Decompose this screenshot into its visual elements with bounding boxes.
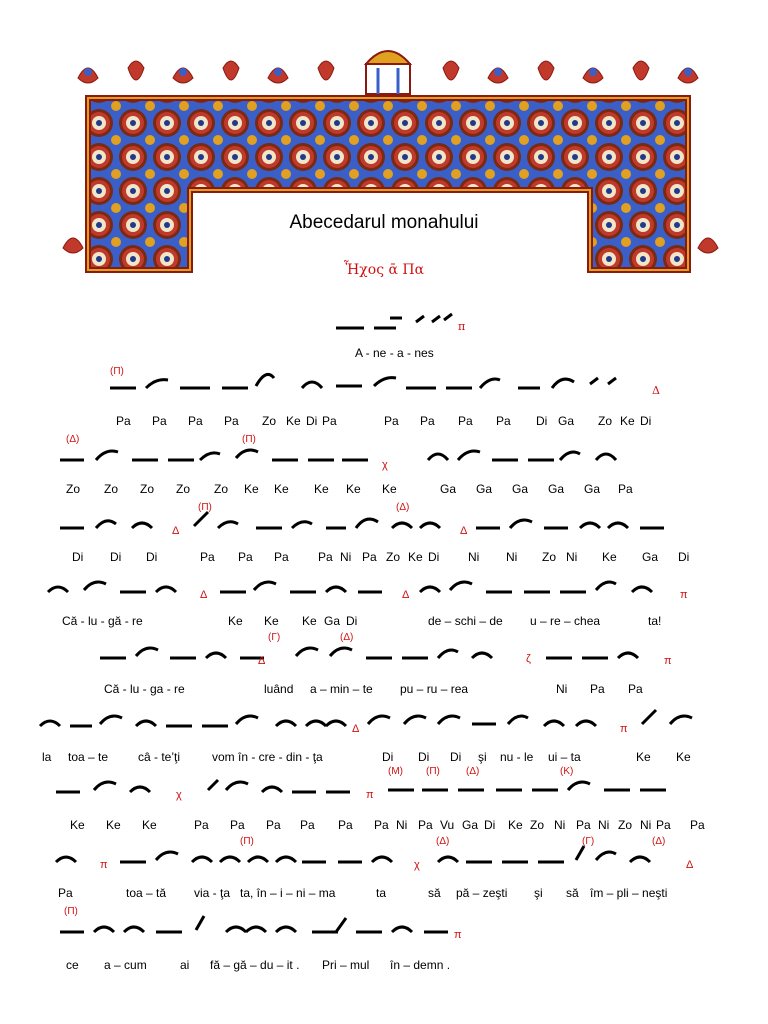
syllable: Ni [468, 550, 480, 564]
syllable: Di [428, 550, 440, 564]
syllable: Ga [512, 482, 529, 496]
svg-text:χ: χ [176, 789, 182, 801]
svg-text:π: π [366, 789, 374, 801]
syllable: Ni [556, 682, 568, 696]
syllable: Zo [262, 414, 277, 428]
svg-text:π: π [680, 589, 688, 601]
syllable: Pa [188, 414, 203, 428]
syllable: a – min – te [310, 682, 373, 696]
syllable: Că - lu - ga - re [104, 682, 185, 696]
syllable: Ga [584, 482, 601, 496]
syllable: Ke [508, 818, 523, 832]
syllable: Ni [396, 818, 408, 832]
chant-title: Abecedarul monahului [289, 212, 479, 233]
syllable: Pa [152, 414, 167, 428]
syllable: Pa [116, 414, 131, 428]
svg-text:ζ: ζ [526, 653, 531, 665]
syllable: Di [484, 818, 496, 832]
neume-row-8 [40, 768, 740, 808]
syllable: Pa [690, 818, 705, 832]
syllable: Ke [106, 818, 121, 832]
syllable: Pa [496, 414, 511, 428]
syllable: Pa [628, 682, 643, 696]
svg-text:Δ: Δ [402, 589, 410, 601]
syllable: u – re – chea [530, 614, 601, 628]
svg-text:χ: χ [414, 859, 420, 871]
svg-text:Δ: Δ [686, 859, 694, 871]
svg-text:(Κ): (Κ) [560, 766, 574, 777]
syllable: Că - lu - gă - re [62, 614, 143, 628]
svg-text:(Π): (Π) [426, 766, 440, 777]
syllable: Ke [228, 614, 243, 628]
syllable: Ga [476, 482, 493, 496]
syllable: Pa [318, 550, 333, 564]
syllable: Di [418, 750, 430, 764]
syllable: Ni [566, 550, 578, 564]
syllable: Ni [506, 550, 518, 564]
syllable: Pa [420, 414, 435, 428]
syllable: Ke [676, 750, 691, 764]
syllable: Ni [598, 818, 610, 832]
syllable: Ke [314, 482, 329, 496]
syllable: Ke [264, 614, 279, 628]
syllable: Zo [214, 482, 229, 496]
syllable: Ke [142, 818, 157, 832]
syllable: Pa [58, 886, 73, 900]
syllable: Ke [274, 482, 289, 496]
svg-text:(Π): (Π) [242, 434, 256, 445]
syllable: Pa [590, 682, 605, 696]
syllable: Zo [104, 482, 119, 496]
syllable: câ - te’ţi [138, 750, 181, 764]
syllable: de – schi – de [428, 614, 503, 628]
svg-text:(Δ): (Δ) [436, 836, 450, 847]
syllable: a – cum [104, 958, 147, 972]
syllable: la [42, 750, 52, 764]
svg-text:Δ: Δ [172, 525, 180, 537]
syllable: ce [66, 958, 79, 972]
syllable: Pa [418, 818, 433, 832]
syllable: Pa [194, 818, 209, 832]
svg-text:(Π): (Π) [198, 502, 212, 513]
syllable: Di [678, 550, 690, 564]
syllable: ta [376, 886, 387, 900]
syllable: Zo [386, 550, 401, 564]
syllable: Ke [346, 482, 361, 496]
syllable: Pa [322, 414, 337, 428]
syllable: în – demn . [390, 958, 451, 972]
svg-text:Δ: Δ [652, 384, 660, 397]
syllable: Ga [440, 482, 457, 496]
neume-row-3 [40, 436, 740, 476]
svg-text:(Π): (Π) [240, 836, 254, 847]
syllable: A - ne - a - nes [355, 346, 434, 360]
svg-text:(Γ): (Γ) [268, 632, 281, 643]
syllable: Ke [382, 482, 397, 496]
syllable: Ga [324, 614, 341, 628]
svg-text:π: π [664, 655, 672, 667]
syllable: Di [450, 750, 462, 764]
syllable: ai [180, 958, 190, 972]
syllable: Pa [384, 414, 399, 428]
svg-text:π: π [458, 320, 466, 333]
svg-text:π: π [620, 723, 628, 735]
syllable: Pa [300, 818, 315, 832]
syllable: Pa [274, 550, 289, 564]
syllable: Vu [440, 818, 455, 832]
svg-text:(Δ): (Δ) [66, 434, 80, 445]
syllable: luând [264, 682, 294, 696]
syllable: Di [72, 550, 84, 564]
neume-row-2 [40, 364, 740, 404]
syllable: Pa [576, 818, 591, 832]
svg-text:π: π [100, 859, 108, 871]
syllable: Zo [618, 818, 633, 832]
syllable: Ke [620, 414, 635, 428]
svg-text:(Π): (Π) [110, 366, 124, 377]
syllable: Ga [548, 482, 565, 496]
mode-martyria: Ἦχος ᾱ Πα [343, 262, 425, 278]
neume-row-4 [40, 504, 740, 544]
syllable: şi [534, 886, 543, 900]
syllable: Pri – mul [322, 958, 370, 972]
syllable: Zo [598, 414, 613, 428]
syllable: să [428, 886, 441, 900]
syllable: Ke [286, 414, 301, 428]
svg-text:(Δ): (Δ) [396, 502, 410, 513]
svg-text:(Π): (Π) [64, 906, 78, 917]
svg-text:(Δ): (Δ) [340, 632, 354, 643]
syllable: Di [146, 550, 158, 564]
syllable: Di [382, 750, 394, 764]
syllable: fă – gă – du – it . [210, 958, 300, 972]
syllable: Ke [302, 614, 317, 628]
syllable: Ke [602, 550, 617, 564]
syllable: îm – pli – neşti [590, 886, 668, 900]
syllable: Ke [70, 818, 85, 832]
neume-row-9 [40, 838, 740, 878]
syllable: Pa [238, 550, 253, 564]
svg-text:(Γ): (Γ) [582, 836, 595, 847]
syllable: toa – tă [126, 886, 167, 900]
syllable: Di [110, 550, 122, 564]
syllable: Pa [618, 482, 633, 496]
syllable: Pa [338, 818, 353, 832]
syllable: Pa [224, 414, 239, 428]
syllable: pu – ru – rea [400, 682, 469, 696]
syllable: Pa [362, 550, 377, 564]
syllable: ui – ta [548, 750, 581, 764]
syllable: Ke [244, 482, 259, 496]
syllable: Zo [530, 818, 545, 832]
syllable: şi [478, 750, 487, 764]
syllable: Ni [340, 550, 352, 564]
syllable: via - ţa [194, 886, 231, 900]
svg-text:Δ: Δ [200, 589, 208, 601]
syllable: Di [306, 414, 318, 428]
syllable: Ga [642, 550, 659, 564]
svg-text:(Δ): (Δ) [466, 766, 480, 777]
syllable: Pa [374, 818, 389, 832]
syllable: Ni [640, 818, 652, 832]
neume-row-10 [40, 908, 740, 948]
svg-text:(Μ): (Μ) [388, 766, 403, 777]
svg-text:Δ: Δ [460, 525, 468, 537]
svg-text:Δ: Δ [352, 723, 360, 735]
ornamental-headpiece [48, 38, 728, 278]
neume-row-5 [40, 568, 740, 608]
neume-row-7 [40, 702, 740, 742]
neume-row-1 [40, 300, 740, 340]
svg-text:(Δ): (Δ) [652, 836, 666, 847]
neume-row-6 [40, 634, 740, 674]
syllable: Pa [458, 414, 473, 428]
syllable: Ke [636, 750, 651, 764]
syllable: Ga [558, 414, 575, 428]
syllable: Pa [200, 550, 215, 564]
syllable: Zo [542, 550, 557, 564]
syllable: toa – te [68, 750, 109, 764]
syllable: să [566, 886, 579, 900]
syllable: Ga [462, 818, 479, 832]
svg-text:π: π [454, 929, 462, 941]
syllable: Pa [656, 818, 671, 832]
syllable: Ni [554, 818, 566, 832]
syllable: Ke [408, 550, 423, 564]
syllable: Di [640, 414, 652, 428]
syllable: Di [536, 414, 548, 428]
syllable: nu - le [500, 750, 534, 764]
syllable: pă – zeşti [456, 886, 508, 900]
svg-text:Δ: Δ [258, 655, 266, 667]
syllable: Pa [266, 818, 281, 832]
syllable: ta, în – i – ni – ma [240, 886, 336, 900]
syllable: Zo [66, 482, 81, 496]
syllable: Zo [176, 482, 191, 496]
syllable: Di [346, 614, 358, 628]
syllable: Pa [230, 818, 245, 832]
svg-text:χ: χ [382, 459, 388, 471]
syllable: ta! [648, 614, 662, 628]
syllable: vom în - cre - din - ţa [212, 750, 323, 764]
syllable: Zo [140, 482, 155, 496]
